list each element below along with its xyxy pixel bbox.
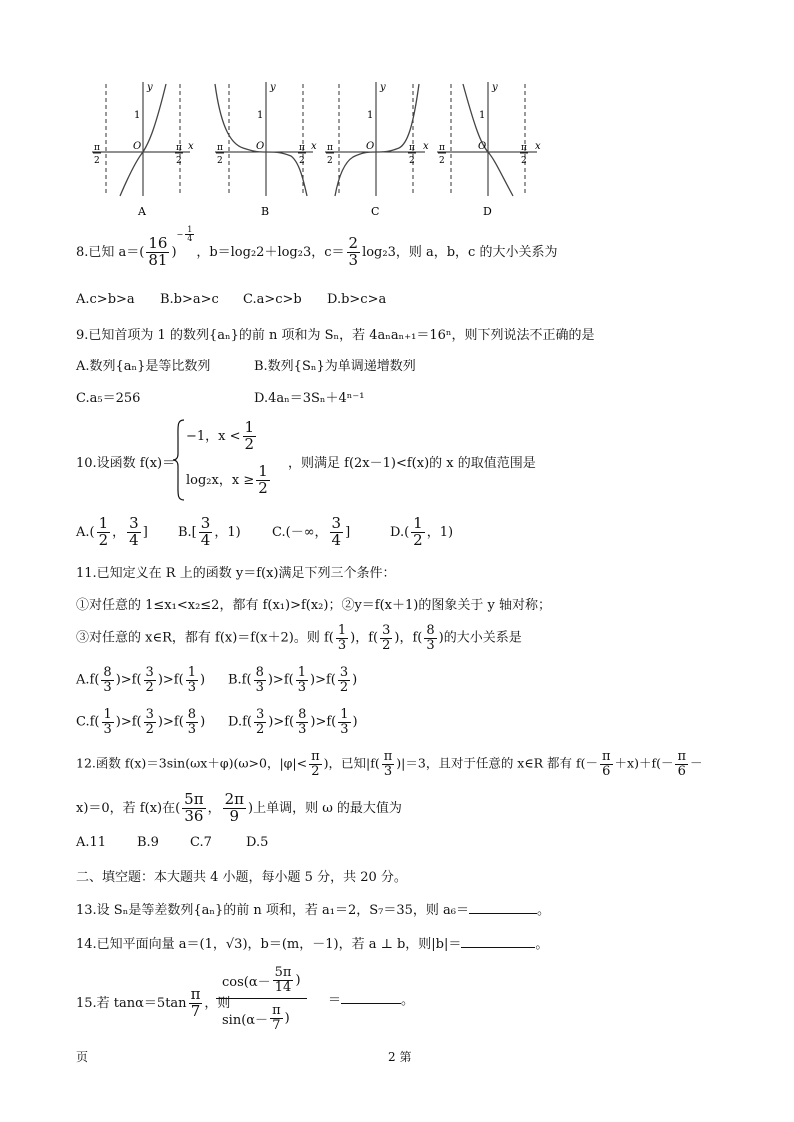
q8-options: A.c>b>a B.b>a>c C.a>c>b D.b>c>a <box>76 292 387 307</box>
svg-text:2: 2 <box>217 156 223 166</box>
q11-option-d: D.f( $\frac{3}{2}$ )>f( $\frac{8}{3}$ )>f( $\frac{1}{3}$ ) <box>228 707 358 737</box>
question-14: 14.已知平面向量 a＝(1，√3)，b＝(m，－1)，若 a ⊥ b，则|b|＝ 。 <box>76 937 549 952</box>
question-12-line-2: x)＝0，若 f(x)在( $\frac{5\pi}{36}$ ， $\frac{2\pi}{9}$ )上单调，则 ω 的最大值为 <box>76 790 402 825</box>
q15-expression: cos(α－ $\frac{5\pi}{14}$ ) sin(α－ $\frac{\pi}{7}$ ) <box>216 962 307 1037</box>
svg-text:π: π <box>327 143 333 153</box>
footer-page-number: 2 第 <box>388 1050 412 1064</box>
q15-answer-blank <box>341 1003 401 1004</box>
q9-option-d: D.4aₙ＝3Sₙ＋4ⁿ⁻¹ <box>254 391 365 406</box>
graph-c <box>325 82 429 218</box>
svg-text:O: O <box>256 141 265 152</box>
q9-option-b: B.数列{Sₙ}为单调递增数列 <box>254 359 416 374</box>
svg-text:π: π <box>217 143 223 153</box>
x-axis-label: x <box>188 141 194 152</box>
q10-option-d: D.( $\frac{1}{2}$ ，1) <box>390 514 454 549</box>
q12-options: A.11 B.9 C.7 D.5 <box>76 835 269 850</box>
graph-b <box>215 82 317 218</box>
origin-label: O <box>133 141 142 152</box>
q10-case-2: log₂x，x ≥ $\frac{1}{2}$ <box>186 462 268 497</box>
q10-options <box>76 516 453 549</box>
svg-text:O: O <box>478 141 487 152</box>
q11-condition-3: ③对任意的 x∈R，都有 f(x)＝f(x＋2)。则 f( $\frac{1}{3}$ )，f( $\frac{3}{2}$ )，f( $\frac{8}{3}$ )的大小关系是 <box>76 623 522 653</box>
q15-answer: ＝ 。 <box>328 993 415 1008</box>
y-tick-1: 1 <box>134 110 141 121</box>
q13-answer-blank <box>469 913 537 914</box>
graph-label-d: D <box>483 205 492 218</box>
svg-text:y: y <box>380 82 386 93</box>
q11-option-a: A.f( $\frac{8}{3}$ )>f( $\frac{3}{2}$ )>f( $\frac{1}{3}$ ) <box>76 665 206 695</box>
question-11: 11.已知定义在 R 上的函数 y＝f(x)满足下列三个条件： <box>76 566 396 581</box>
section-2-heading: 二、填空题：本大题共 4 小题，每小题 5 分，共 20 分。 <box>76 870 407 885</box>
piecewise-brace <box>172 418 186 502</box>
svg-text:1: 1 <box>257 110 264 121</box>
svg-text:2: 2 <box>439 156 445 166</box>
q11-option-c: C.f( $\frac{1}{3}$ )>f( $\frac{3}{2}$ )>f( $\frac{8}{3}$ ) <box>76 707 206 737</box>
question-9: 9.已知首项为 1 的数列{aₙ}的前 n 项和为 Sₙ，若 4aₙaₙ₊₁＝16ⁿ，则下列说法不正确的是 <box>76 328 595 343</box>
svg-text:2: 2 <box>327 156 333 166</box>
q11-option-b: B.f( $\frac{8}{3}$ )>f( $\frac{1}{3}$ )>f( $\frac{3}{2}$ ) <box>228 665 358 695</box>
svg-text:2: 2 <box>409 156 415 166</box>
svg-text:2: 2 <box>521 156 527 166</box>
svg-text:π: π <box>409 143 415 153</box>
graph-d <box>437 82 541 218</box>
q9-option-c: C.a₅＝256 <box>76 391 141 406</box>
svg-text:O: O <box>366 141 375 152</box>
question-8: 8.已知 a＝( $\frac{16}{81}$ )− $\frac{1}{4}$ ，b＝log₂2＋log₂3，c＝ $\frac{2}{3}$ log₂3，则 a，b，c 的大小关系为 <box>76 225 558 269</box>
y-axis-label: y <box>147 82 153 93</box>
svg-text:y: y <box>270 82 276 93</box>
svg-text:1: 1 <box>367 110 374 121</box>
function-graphs <box>80 78 550 223</box>
q9-option-a: A.数列{aₙ}是等比数列 <box>76 359 211 374</box>
footer-left: 页 <box>76 1050 89 1064</box>
q10-case-1: −1，x < $\frac{1}{2}$ <box>186 418 255 453</box>
graph-label-a: A <box>138 205 146 218</box>
q10-option-a: A.( $\frac{1}{2}$ ， $\frac{3}{4}$ ] <box>76 514 148 549</box>
svg-text:x: x <box>535 141 541 152</box>
q10-tail: ，则满足 f(2x－1)<f(x)的 x 的取值范围是 <box>288 456 536 471</box>
q14-answer-blank <box>461 947 535 948</box>
graph-a <box>92 82 194 218</box>
svg-text:π: π <box>176 143 182 153</box>
svg-text:2: 2 <box>299 156 305 166</box>
q10-option-c: C.(－∞， $\frac{3}{4}$ ] <box>272 514 351 549</box>
svg-text:π: π <box>521 143 527 153</box>
q10-lead: 10.设函数 f(x)＝ <box>76 456 176 471</box>
q11-conditions-1-2: ①对任意的 1≤x₁<x₂≤2，都有 f(x₁)>f(x₂)；②y＝f(x＋1)的图象关于 y 轴对称； <box>76 598 551 613</box>
question-13: 13.设 Sₙ是等差数列{aₙ}的前 n 项和，若 a₁＝2，S₇＝35，则 a₆＝ 。 <box>76 903 551 918</box>
svg-text:1: 1 <box>479 110 486 121</box>
q10-option-b: B.[ $\frac{3}{4}$ ，1) <box>178 514 241 549</box>
svg-text:2: 2 <box>176 156 182 166</box>
question-15-lead: 15.若 tanα＝5tan $\frac{\pi}{7}$ ，则 <box>76 985 231 1020</box>
svg-text:x: x <box>311 141 317 152</box>
svg-text:x: x <box>423 141 429 152</box>
svg-text:2: 2 <box>94 156 100 166</box>
question-12-line-1: 12.函数 f(x)＝3sin(ωx＋φ)(ω>0，|φ|< $\frac{\pi}{2}$ )，已知|f( $\frac{\pi}{3}$ )|＝3，且对于任意的 x∈R 都有 f(－ $\frac{\pi}{6}$ ＋x)＋f(－ $\frac{\pi}{6}$ － <box>76 749 703 779</box>
svg-text:π: π <box>94 143 100 153</box>
svg-text:y: y <box>492 82 498 93</box>
svg-text:π: π <box>439 143 445 153</box>
graph-label-b: B <box>261 205 270 218</box>
graph-label-c: C <box>371 205 380 218</box>
svg-text:π: π <box>299 143 305 153</box>
